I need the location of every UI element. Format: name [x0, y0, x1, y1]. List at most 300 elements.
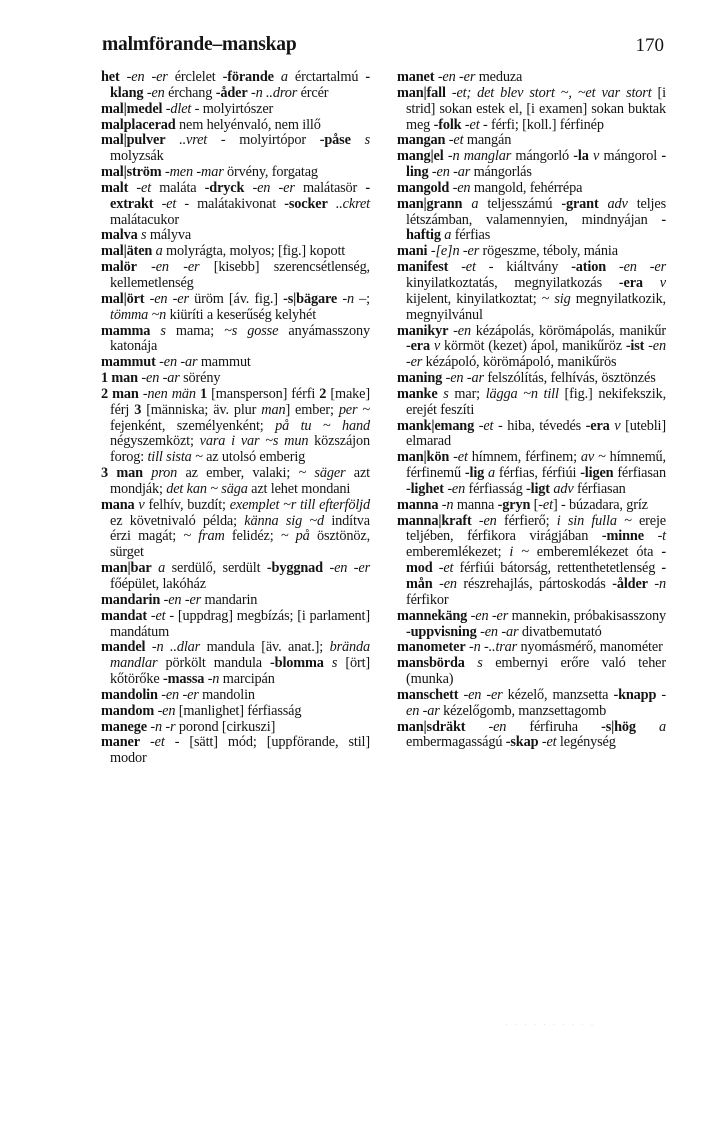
grammar-note: -en — [447, 480, 466, 497]
grammar-note: ..ckret — [335, 195, 370, 212]
headword: maner — [101, 734, 140, 751]
definition-text: mángorol — [599, 148, 662, 165]
grammar-note: av ~ — [580, 449, 606, 466]
headword: mamma — [101, 322, 151, 339]
headword: -haftig — [406, 211, 666, 244]
grammar-note: a — [155, 243, 163, 260]
definition-text: felhív, buzdít; — [144, 496, 230, 513]
definition-text: kinyilatkoztatás, megnyilatkozás — [406, 274, 619, 291]
headword: -mod — [406, 544, 666, 577]
headword: mandarin — [101, 591, 161, 608]
definition-text: rögeszme, téboly, mánia — [479, 243, 618, 260]
grammar-note: v — [593, 148, 600, 165]
definition-text: [kisebb] szerencsétlenség, kellemetlenség — [110, 259, 370, 291]
headword: -massa — [163, 671, 205, 688]
definition-text: manna — [453, 496, 498, 513]
definition-text: érctartalmú — [287, 69, 366, 85]
definition-text: férfikor — [406, 591, 449, 608]
headword: mannekäng — [397, 607, 468, 624]
headword: mandat — [101, 607, 147, 624]
dictionary-entry — [397, 244, 666, 260]
definition-text: örvény, forgatag — [223, 164, 318, 181]
definition-text — [448, 259, 461, 275]
grammar-note: a — [471, 195, 479, 212]
grammar-note: -en — [439, 576, 457, 592]
grammar-note: till sista ~ — [147, 449, 203, 466]
grammar-note: v — [433, 338, 441, 355]
grammar-note: -et — [150, 734, 165, 751]
grammar-note: adv — [607, 195, 628, 212]
grammar-note: -en -er — [470, 607, 509, 624]
definition-text: kézápoló, körömápoló, manikűrös — [422, 354, 617, 371]
definition-text: az ember, valaki; — [177, 465, 299, 482]
definition-text: érchang — [164, 84, 216, 101]
definition-text: férfiruha — [506, 718, 602, 735]
definition-text — [150, 323, 160, 339]
headword: manege — [101, 718, 147, 735]
headword: -grant — [561, 195, 599, 212]
definition-text: kiüríti a keserűség kelyhét — [166, 306, 317, 323]
grammar-note: -t — [657, 528, 666, 545]
grammar-note: -et — [448, 132, 464, 149]
dictionary-entry — [101, 324, 370, 356]
headword: -förande — [222, 69, 274, 85]
definition-text: azt mondják; — [110, 465, 370, 497]
grammar-note: ~ fram — [183, 528, 225, 545]
dictionary-entry — [397, 688, 666, 720]
right-column — [397, 70, 666, 751]
definition-text: férfiasan — [613, 465, 666, 482]
definition-text — [644, 528, 658, 544]
grammar-note: vara i var ~s mun — [199, 433, 309, 450]
grammar-note: -en -er — [161, 686, 199, 703]
grammar-note: -et — [461, 259, 476, 276]
grammar-note: -en -er — [437, 69, 476, 85]
definition-text: kézelő, manzsetta — [502, 686, 614, 703]
dictionary-entry — [101, 371, 370, 387]
definition-text — [120, 69, 127, 85]
definition-text: hímnemű, férfinemű — [406, 449, 666, 482]
definition-text: mangán — [463, 132, 512, 149]
headword: 3 — [134, 401, 142, 418]
headword: -ist — [625, 338, 645, 355]
definition-text: mandarin — [201, 591, 258, 608]
definition-text: sörény — [179, 370, 221, 387]
dictionary-entry — [397, 419, 666, 451]
headword: manifest — [397, 259, 449, 276]
grammar-note: s — [331, 655, 338, 672]
dictionary-entry — [397, 640, 666, 656]
definition-text: négyszemközt; — [110, 433, 200, 450]
definition-text: [mansperson] férfi — [207, 385, 320, 402]
definition-text: - férfi; [koll.] férfinép — [479, 116, 604, 133]
headword: mal|äten — [101, 243, 153, 260]
grammar-note: lägga ~n till — [485, 385, 559, 402]
definition-text: közszájon forog: — [110, 433, 371, 466]
dictionary-entry — [101, 498, 370, 561]
headword: -la — [573, 148, 589, 165]
definition-text: emberemlékezet óta — [528, 544, 662, 561]
page-header — [102, 34, 664, 62]
definition-text: hímnem, férfinem; — [467, 449, 581, 466]
grammar-note: -n — [441, 496, 454, 513]
page-number: 170 — [635, 35, 664, 56]
headword: -era — [618, 274, 643, 291]
grammar-note: -men -mar — [165, 164, 224, 181]
definition-text: azt lehet mondani — [247, 480, 351, 497]
headword: mammut — [101, 354, 156, 371]
dictionary-entry — [397, 387, 666, 419]
grammar-note: på tu ~ hand — [275, 417, 370, 434]
dictionary-entry — [397, 609, 666, 641]
headword: mandel — [101, 639, 146, 656]
grammar-note: -n ..dlar — [151, 639, 201, 656]
definition-text: malátasör — [294, 179, 366, 196]
definition-text: teljesszámú — [478, 195, 562, 212]
grammar-note: -en -er — [252, 179, 295, 196]
headword: -åder — [215, 84, 248, 101]
definition-text: - kiáltvány — [475, 259, 572, 276]
dictionary-entry — [397, 86, 666, 134]
headword: maning — [397, 370, 443, 387]
definition-text: mandolin — [198, 686, 255, 703]
dictionary-entry — [397, 371, 666, 387]
headword: -lighet — [406, 480, 444, 497]
definition-text: az utolsó emberig — [202, 449, 306, 466]
definition-text: felidéz; — [224, 528, 281, 545]
definition-text: [ — [530, 496, 539, 513]
dictionary-entry — [101, 387, 370, 466]
definition-text: pörkölt mandula — [157, 655, 271, 672]
headword: het — [101, 69, 120, 85]
definition-text: mammut — [197, 354, 251, 371]
definition-text: porond [cirkuszi] — [175, 718, 276, 735]
dictionary-entry — [101, 102, 370, 118]
grammar-note: -et — [453, 449, 468, 466]
grammar-note: -et — [478, 417, 494, 434]
definition-text: kézelőgomb, manzsettagomb — [439, 702, 607, 719]
grammar-note: v — [659, 274, 666, 291]
definition-text: férfierő; — [496, 512, 557, 529]
definition-text: mángorló — [511, 148, 574, 165]
dictionary-entry — [101, 355, 370, 371]
grammar-note: -en -er — [406, 338, 666, 371]
definition-text: maláta — [151, 179, 205, 196]
grammar-note: brända mandlar — [110, 639, 370, 672]
headword: mandom — [101, 702, 155, 719]
headword: mal|medel — [101, 100, 163, 117]
definition-text — [165, 132, 179, 148]
grammar-note: -en — [157, 702, 176, 719]
definition-text: - molyirtószer — [191, 100, 274, 117]
headword: -gryn — [497, 496, 531, 513]
grammar-note: -n — [207, 671, 220, 688]
definition-text: főépület, lakóház — [110, 576, 206, 592]
grammar-note: -n -..trar — [468, 639, 518, 656]
headword: mansbörda — [397, 655, 465, 672]
dictionary-entry — [101, 70, 370, 102]
headword: -s|hög — [601, 718, 636, 735]
grammar-note: adv — [553, 480, 574, 497]
definition-text: mar; — [448, 385, 486, 402]
grammar-note: -[e]n -er — [430, 243, 480, 260]
dictionary-entry — [101, 228, 370, 244]
definition-text: - [sätt] mód; [uppförande, stil] modor — [110, 734, 370, 767]
definition-text — [143, 465, 151, 481]
headword: man|sdräkt — [397, 718, 466, 735]
definition-text: legénység — [556, 734, 616, 751]
grammar-note: man — [261, 401, 286, 418]
headword: malt — [101, 179, 129, 196]
grammar-note: i sin fulla ~ — [556, 512, 632, 529]
dictionary-entry — [397, 197, 666, 245]
headword: 1 — [200, 385, 208, 402]
grammar-note: känna sig ~d — [244, 512, 324, 529]
grammar-note: -nen män — [142, 385, 196, 402]
headword: malplacerad — [101, 116, 176, 133]
grammar-note: -en — [453, 322, 471, 339]
definition-text: felszólítás, felhívás, ösztönzés — [483, 370, 656, 387]
definition-text: fejenként, személyenként; — [110, 417, 276, 434]
dictionary-entry — [397, 656, 666, 688]
grammar-note: s — [477, 655, 483, 672]
grammar-note: ~s gosse — [224, 322, 279, 339]
dictionary-entry — [101, 561, 370, 593]
dictionary-entry — [397, 720, 666, 752]
headword: mang|el — [397, 148, 444, 165]
dictionary-entry — [101, 118, 370, 134]
definition-text: üröm [áv. fig.] — [188, 290, 284, 307]
definition-text: kézápolás, körömápolás, manikűr — [470, 322, 666, 339]
headword: 3 man — [101, 465, 143, 482]
definition-text: megnyilatkozik, megnyilvánul — [406, 290, 666, 323]
definition-text: - malátakivonat — [176, 195, 285, 212]
definition-text: - [uppdrag] megbízás; [i parlament] mandátum — [110, 607, 370, 640]
headword: -dryck — [204, 179, 245, 196]
dictionary-entry — [101, 593, 370, 609]
definition-text: mángorlás — [470, 164, 532, 181]
dictionary-entry — [397, 133, 666, 149]
headword: mal|ört — [101, 290, 145, 307]
headword: mani — [397, 243, 428, 260]
definition-text: [make] férj — [110, 385, 370, 418]
definition-text: férfias — [451, 227, 491, 244]
headword: manna — [397, 496, 439, 513]
headword: mangan — [397, 132, 446, 149]
definition-text: [utebli] elmarad — [406, 417, 666, 450]
definition-text: férfiasság — [465, 480, 527, 497]
grammar-note: per ~ — [338, 401, 370, 418]
dictionary-entry — [397, 514, 666, 609]
dictionary-entry — [101, 609, 370, 641]
page-footer-marks: · · · · · · · · · · — [505, 1019, 596, 1029]
definition-text: férfiasan — [573, 480, 626, 497]
running-head: malmförande–manskap — [102, 34, 297, 55]
definition-text: mangold, fehérrépa — [470, 179, 583, 196]
definition-text: [ört] kőtörőke — [110, 655, 370, 688]
dictionary-entry — [101, 260, 370, 292]
headword: mal|pulver — [101, 132, 166, 149]
headword: mana — [101, 496, 135, 513]
grammar-note: -en -ar — [406, 686, 666, 719]
headword: -ligen — [580, 465, 614, 482]
grammar-note: pron — [151, 465, 178, 482]
headword: -ligt — [526, 480, 550, 497]
grammar-note: -et — [150, 607, 166, 624]
definition-text: mama; — [165, 322, 225, 339]
grammar-note: -et — [541, 734, 557, 751]
definition-text: teljes létszámban, valamennyien, mindnyájan — [406, 195, 666, 228]
definition-text: [fig.] nekifekszik, erejét feszíti — [406, 385, 666, 418]
headword: -s|bägare — [283, 290, 338, 307]
definition-text: divatbemutató — [518, 623, 602, 640]
grammar-note: -dlet — [165, 100, 192, 117]
grammar-note: ~ på — [280, 528, 310, 545]
headword: 2 — [319, 385, 327, 402]
headword: 1 man — [101, 370, 138, 387]
definition-text: nyomásmérő, manométer — [517, 639, 663, 656]
definition-text — [137, 259, 151, 275]
headword: malör — [101, 259, 137, 276]
grammar-note: -en -ar — [431, 164, 471, 181]
dictionary-entry — [397, 149, 666, 181]
headword: mank|emang — [397, 417, 475, 434]
definition-text: ereje teljében, férfikora virágjában — [406, 512, 666, 545]
grammar-note: -n — [654, 576, 666, 592]
grammar-note: a — [444, 227, 452, 244]
definition-text — [328, 196, 336, 212]
definition-text: körmöt (kezet) ápol, manikűröz — [440, 338, 626, 355]
definition-text: - molyirtópor — [207, 132, 320, 149]
headword: -skap — [505, 734, 539, 751]
headword: malva — [101, 227, 138, 244]
grammar-note: -et — [464, 116, 480, 133]
headword: mangold — [397, 179, 450, 196]
definition-text — [462, 196, 471, 212]
dictionary-entry — [101, 133, 370, 165]
definition-text: ércér — [297, 84, 329, 101]
headword: manikyr — [397, 322, 449, 339]
headword: -uppvisning — [406, 623, 477, 640]
definition-text — [472, 513, 479, 529]
grammar-note: v — [614, 417, 621, 434]
definition-text: férfias, férfiúi — [495, 465, 581, 482]
dictionary-entry — [397, 70, 666, 86]
definition-text — [140, 734, 150, 750]
grammar-note: -en — [146, 84, 165, 101]
grammar-note: -et — [538, 496, 553, 513]
headword: -påse — [319, 132, 351, 149]
grammar-note: -en -er — [619, 259, 666, 276]
headword: -socker — [284, 195, 328, 212]
grammar-note: -et — [161, 195, 177, 212]
grammar-note: s — [364, 132, 370, 149]
headword: -byggnad — [266, 560, 323, 577]
headword: -minne — [601, 528, 644, 545]
grammar-note: -en — [452, 179, 471, 196]
dictionary-entry — [101, 181, 370, 229]
headword: manschett — [397, 686, 459, 703]
dictionary-entry — [101, 466, 370, 498]
grammar-note: -et — [136, 179, 152, 196]
definition-text — [599, 196, 608, 212]
grammar-note: a — [280, 69, 288, 85]
dictionary-entry — [101, 704, 370, 720]
headword: -mån — [406, 560, 666, 592]
grammar-note: -en -er — [126, 69, 168, 85]
definition-text — [324, 655, 332, 671]
grammar-note: -en -ar — [159, 354, 198, 371]
definition-text — [636, 719, 659, 735]
grammar-note: -en -ar — [445, 370, 484, 387]
definition-text — [465, 655, 478, 671]
definition-text: molyrágta, molyos; [fig.] kopott — [162, 243, 346, 260]
definition-text: –; — [353, 290, 370, 307]
headword: -extrakt — [110, 179, 370, 212]
grammar-note: -et — [438, 560, 454, 577]
headword: manet — [397, 69, 435, 85]
definition-text: érclelet — [167, 69, 223, 85]
grammar-note: a — [158, 560, 166, 577]
definition-text: - hiba, tévedés — [493, 417, 586, 434]
definition-text: indítva érzi magát; — [110, 512, 370, 545]
headword: 2 man — [101, 385, 139, 402]
dictionary-entry — [101, 640, 370, 688]
definition-text: mandula [äv. anat.]; — [200, 639, 330, 656]
definition-text: meduza — [475, 69, 523, 85]
grammar-note: ~ sig — [541, 290, 571, 307]
grammar-note: i ~ — [509, 544, 529, 561]
headword: manke — [397, 385, 438, 402]
definition-text: férfiúi bátorság, rettenthetetlenség — [453, 560, 662, 577]
headword: man|fall — [397, 84, 446, 101]
grammar-note: -en -er — [163, 591, 202, 608]
grammar-note: -en -ar — [480, 623, 519, 640]
grammar-note: -et; det blev stort ~, ~et var stort — [451, 84, 652, 101]
dictionary-entry — [101, 165, 370, 181]
definition-text — [153, 196, 161, 212]
dictionary-entry — [397, 181, 666, 197]
definition-text: ösztönöz, sürget — [110, 528, 370, 561]
definition-text — [465, 719, 488, 735]
definition-text: ] ember; — [285, 401, 339, 418]
definition-text: [manlighet] férfiasság — [175, 702, 302, 719]
headword: -ling — [406, 148, 666, 181]
definition-text: [i strid] sokan estek el, [i examen] sokan buktak meg — [406, 84, 666, 133]
dictionary-entry — [397, 450, 666, 498]
headword: -ålder — [612, 576, 648, 592]
definition-text: embermagasságú — [406, 734, 506, 751]
grammar-note: -n — [342, 290, 354, 307]
grammar-note: tömma ~n — [110, 306, 167, 323]
headword: -klang — [110, 69, 370, 101]
headword: man|grann — [397, 195, 463, 212]
grammar-note: a — [488, 465, 496, 482]
dictionary-entry — [397, 324, 666, 372]
headword: -folk — [433, 116, 462, 133]
left-column — [101, 70, 370, 767]
grammar-note: -n ..dror — [250, 84, 298, 101]
definition-text: ez követnivaló példa; — [110, 512, 245, 529]
dictionary-entry — [101, 720, 370, 736]
grammar-note: -en -er — [329, 560, 370, 577]
grammar-note: s — [443, 385, 449, 402]
headword: -era — [585, 417, 610, 434]
definition-text: emberemlékezet; — [406, 544, 510, 561]
grammar-note: -en -er — [463, 686, 503, 703]
definition-text: embernyi erőre való teher (munka) — [406, 655, 666, 688]
grammar-note: ..vret — [179, 132, 208, 149]
